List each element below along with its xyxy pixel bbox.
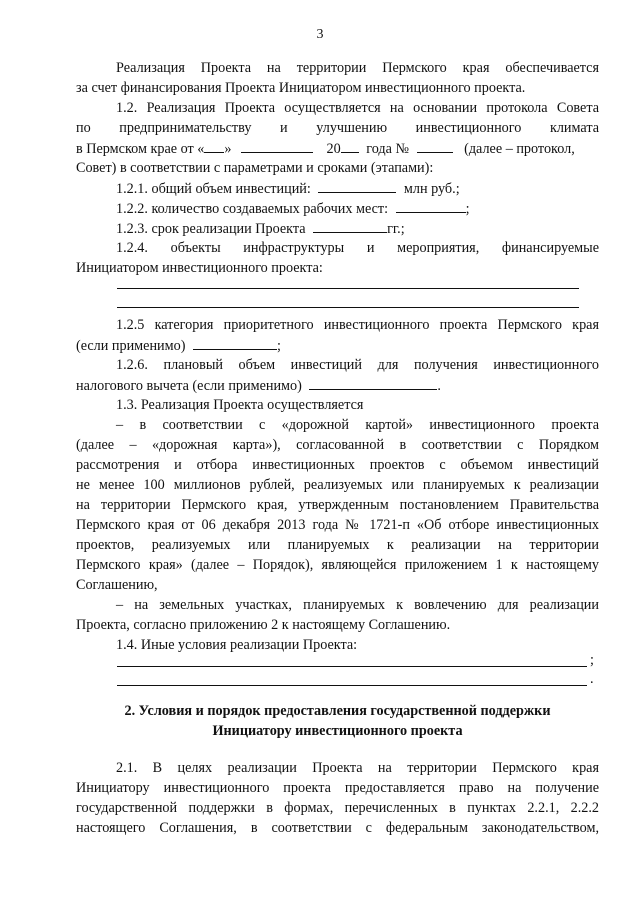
text-fragment: ;	[465, 201, 470, 217]
text-line: Инициатору инвестиционного проекта предоставляется право на получение	[76, 780, 599, 796]
text-fragment: 1.2.3. срок реализации Проекта	[116, 221, 306, 237]
text-fragment: 20	[326, 141, 341, 157]
text-line: 1.2.4. объекты инфраструктуры и мероприятия, финансируемые	[116, 240, 599, 256]
text-line-with-blank	[116, 180, 460, 198]
text-fragment: (далее – протокол,	[464, 141, 575, 157]
text-line: за счет финансирования Проекта Инициатором инвестиционного проекта.	[76, 80, 526, 96]
text-line: – на земельных участках, планируемых к вовлечению для реализации	[116, 597, 599, 613]
text-line: Инициатором инвестиционного проекта:	[76, 260, 323, 276]
text-line: 1.2.6. плановый объем инвестиций для получения инвестиционного	[116, 357, 599, 373]
text-fragment: в Пермском крае от «	[76, 141, 205, 157]
fill-line	[117, 288, 579, 289]
text-line: на территории Пермского края, утвержденным постановлением Правительства	[76, 497, 599, 513]
text-fragment: налогового вычета (если применимо)	[76, 378, 302, 394]
text-fragment: (если применимо)	[76, 338, 186, 354]
date-day-blank	[204, 140, 224, 153]
text-line: Соглашению,	[76, 577, 158, 593]
text-line: (далее – «дорожная карта»), согласованной в соответствии с Порядком	[76, 437, 599, 453]
text-line: – в соответствии с «дорожной картой» инвестиционного проекта	[116, 417, 599, 433]
text-line: по предпринимательству и улучшению инвестиционного климата	[76, 120, 599, 136]
text-line-with-blank	[76, 337, 281, 355]
text-line: 1.2. Реализация Проекта осуществляется на основании протокола Совета	[116, 100, 599, 116]
text-fragment: 1.2.1. общий объем инвестиций:	[116, 181, 311, 197]
text-line: Пермского края от 06 декабря 2013 года № 1721-п «Об отборе инвестиционных	[76, 517, 599, 533]
text-fragment: 1.2.2. количество создаваемых рабочих мест:	[116, 201, 389, 217]
jobs-count-blank	[396, 200, 466, 213]
section-heading: Инициатору инвестиционного проекта	[212, 723, 463, 739]
category-blank	[193, 337, 277, 350]
text-fragment: года №	[366, 141, 410, 157]
text-line: 1.2.5 категория приоритетного инвестиционного проекта Пермского края	[116, 317, 599, 333]
fill-line	[117, 685, 587, 686]
text-line: 1.4. Иные условия реализации Проекта:	[116, 637, 358, 653]
text-fragment: .	[590, 671, 594, 687]
text-line: настоящего Соглашения, в соответствии с федеральным законодательством,	[76, 820, 599, 836]
text-line: Совет) в соответствии с параметрами и сроками (этапами):	[76, 160, 434, 176]
date-month-blank	[241, 140, 313, 153]
date-year-blank	[341, 140, 359, 153]
text-line-with-blank	[116, 200, 470, 218]
text-fragment: »	[224, 141, 232, 157]
text-fragment: млн руб.;	[403, 181, 460, 197]
investment-volume-blank	[318, 180, 396, 193]
text-line: проектов, реализуемых или планируемых к реализации на территории	[76, 537, 599, 553]
text-line: 2.1. В целях реализации Проекта на территории Пермского края	[116, 760, 599, 776]
text-line: 1.3. Реализация Проекта осуществляется	[116, 397, 364, 413]
text-line: Пермского края» (далее – Порядок), являющейся приложением 1 к настоящему	[76, 557, 599, 573]
protocol-number-blank	[417, 140, 453, 153]
text-fragment: гг.;	[387, 221, 405, 237]
planned-investment-blank	[309, 377, 437, 390]
text-line: Реализация Проекта на территории Пермского края обеспечивается	[116, 60, 599, 76]
page-number: 3	[316, 27, 324, 42]
text-line: государственной поддержки в формах, перечисленных в пунктах 2.2.1, 2.2.2	[76, 800, 599, 816]
text-line-with-blank	[116, 220, 405, 238]
project-term-blank	[313, 220, 387, 233]
section-heading: 2. Условия и порядок предоставления государственной поддержки	[124, 703, 551, 719]
text-line: не менее 100 миллионов рублей, реализуемых или планируемых к реализации	[76, 477, 599, 493]
text-line: рассмотрения и отбора инвестиционных проектов с объемом инвестиций	[76, 457, 599, 473]
text-line-with-blank	[76, 377, 441, 395]
text-fragment: ;	[590, 652, 594, 668]
fill-line	[117, 307, 579, 308]
text-line: Проекта, согласно приложению 2 к настоящему Соглашению.	[76, 617, 451, 633]
text-fragment: .	[437, 378, 441, 394]
fill-line	[117, 666, 587, 667]
text-fragment: ;	[276, 338, 281, 354]
text-line-with-blanks	[76, 140, 575, 158]
